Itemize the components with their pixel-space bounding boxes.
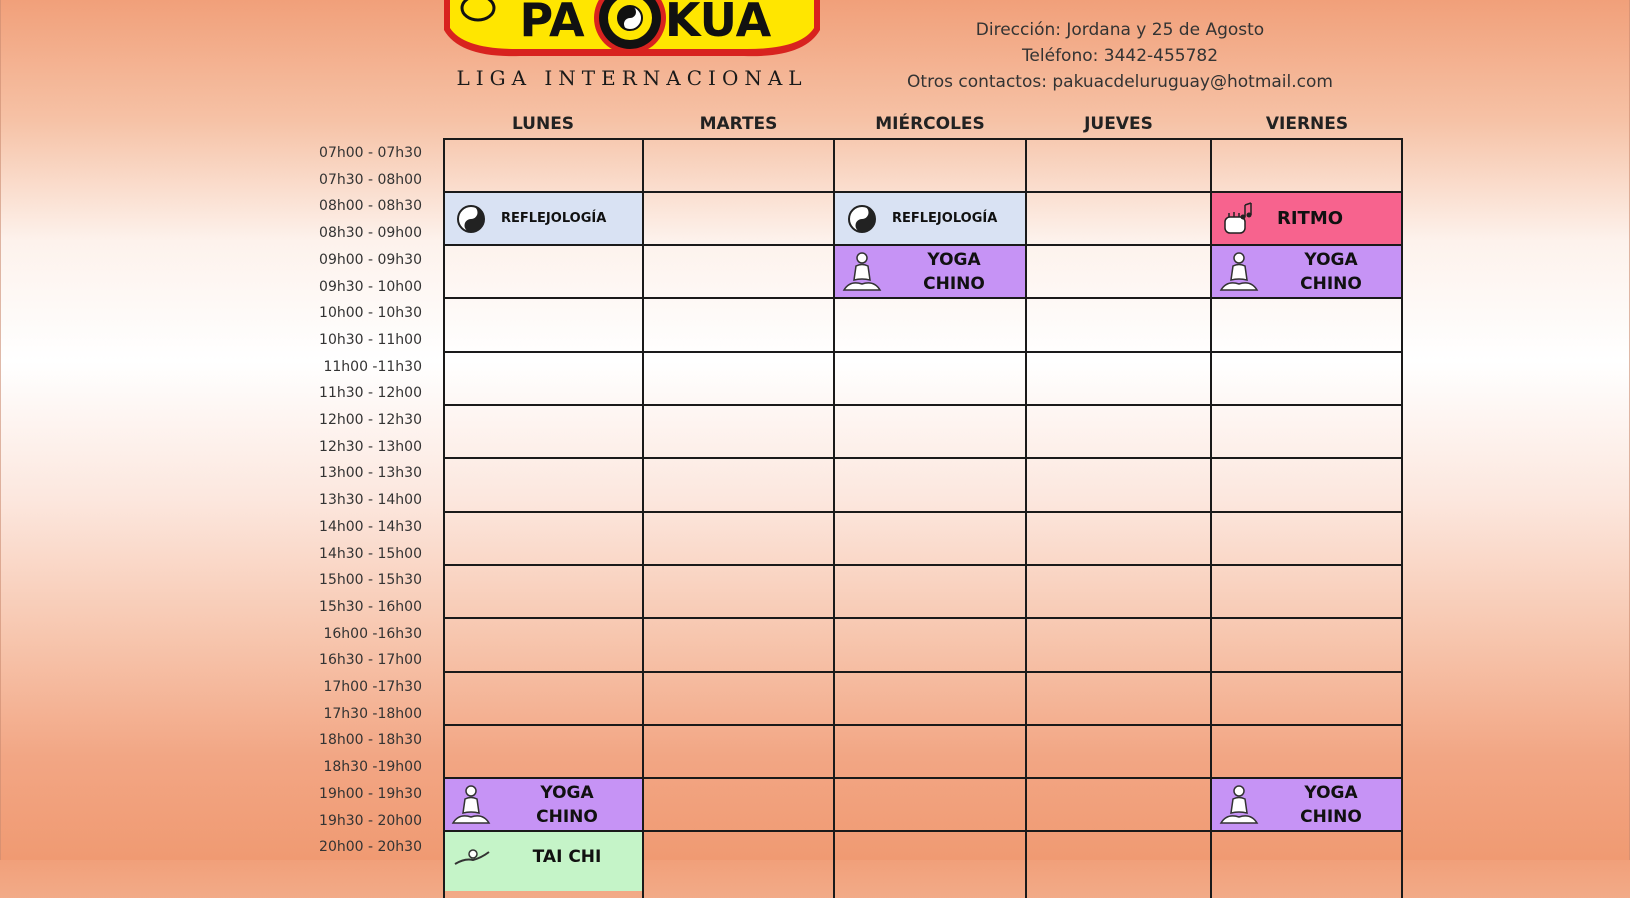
time-slot-label: 16h00 -16h30 (323, 625, 422, 642)
time-slot-label: 16h30 - 17h00 (319, 652, 422, 669)
class-label: YOGA CHINO (923, 249, 985, 294)
class-label: YOGA CHINO (1300, 249, 1362, 294)
class-label: TAI CHI (532, 847, 602, 867)
time-slot-label: 19h30 - 20h00 (319, 812, 422, 829)
grid-line (443, 564, 1403, 566)
class-reflejologia-lunes[interactable] (443, 192, 643, 245)
time-slot-label: 07h30 - 08h00 (319, 171, 422, 188)
logo-subtitle: LIGA INTERNACIONAL (456, 66, 808, 90)
time-slot-label: 09h30 - 10h00 (319, 278, 422, 295)
class-label: REFLEJOLOGÍA (892, 210, 998, 226)
class-yoga-chino-miercoles[interactable] (834, 245, 1026, 298)
grid-line (1210, 138, 1212, 898)
time-slot-label: 07h00 - 07h30 (319, 145, 422, 161)
time-slot-label: 15h00 - 15h30 (319, 572, 422, 589)
grid-line (642, 138, 644, 898)
day-header-miercoles: MIÉRCOLES (875, 114, 985, 134)
pakua-logo (440, 0, 824, 62)
schedule-grid (443, 138, 1403, 898)
time-slot-label: 10h00 - 10h30 (319, 305, 422, 322)
meditation-icon (1219, 783, 1259, 827)
time-slot-label: 09h00 - 09h30 (319, 251, 422, 268)
class-yoga-chino-lunes[interactable] (443, 778, 643, 831)
day-header-jueves: JUEVES (1084, 114, 1153, 134)
drum-fist-icon (1219, 197, 1259, 241)
grid-line (443, 297, 1403, 299)
day-header-viernes: VIERNES (1265, 114, 1349, 134)
time-slot-label: 11h30 - 12h00 (319, 385, 422, 402)
grid-line (1025, 138, 1027, 898)
logo-text-left: PA (519, 0, 585, 47)
time-slot-label: 12h30 - 13h00 (319, 438, 422, 455)
meditation-icon (1219, 250, 1259, 294)
grid-line (443, 457, 1403, 459)
time-slot-label: 17h00 -17h30 (323, 679, 422, 695)
time-slot-label: 15h30 - 16h00 (319, 598, 422, 615)
contact-phone: Teléfono: 3442-455782 (1021, 46, 1219, 66)
yin-yang-icon (451, 197, 491, 241)
time-slot-label: 14h30 - 15h00 (319, 545, 422, 562)
grid-line (443, 671, 1403, 673)
yin-yang-icon (842, 197, 882, 241)
day-header-lunes: LUNES (511, 114, 575, 134)
grid-line (1401, 138, 1403, 898)
time-slot-label: 11h00 -11h30 (323, 358, 422, 375)
class-label: RITMO (1277, 207, 1344, 229)
logo-text-right: KUA (664, 0, 772, 47)
class-reflejologia-miercoles[interactable] (834, 192, 1026, 245)
grid-line (443, 830, 1403, 832)
time-slot-label: 08h00 - 08h30 (319, 198, 422, 215)
grid-line (443, 138, 1403, 140)
class-yoga-chino-viernes-pm[interactable] (1211, 778, 1403, 831)
time-slot-label: 12h00 - 12h30 (319, 412, 422, 428)
time-slot-label: 20h00 - 20h30 (319, 839, 422, 856)
meditation-icon (842, 250, 882, 294)
class-label: REFLEJOLOGÍA (501, 210, 607, 226)
time-slot-label: 13h30 - 14h00 (319, 492, 422, 509)
time-slot-label: 18h30 -19h00 (323, 759, 422, 776)
grid-line (443, 404, 1403, 406)
contact-address: Dirección: Jordana y 25 de Agosto (975, 20, 1265, 40)
meditation-icon (451, 783, 491, 827)
contact-email[interactable]: Otros contactos: pakuacdeluruguay@hotmail.com (907, 72, 1333, 92)
class-yoga-chino-viernes[interactable] (1211, 245, 1403, 298)
class-taichi-lunes[interactable] (443, 831, 643, 891)
time-slot-label: 19h00 - 19h30 (319, 785, 422, 802)
grid-line (833, 138, 835, 898)
taichi-figure-icon (451, 831, 491, 881)
day-header-martes: MARTES (699, 114, 778, 134)
class-label: YOGA CHINO (536, 782, 598, 827)
grid-line (443, 777, 1403, 779)
class-label: YOGA CHINO (1300, 782, 1362, 827)
grid-line (443, 617, 1403, 619)
grid-line (443, 138, 445, 898)
time-slot-label: 14h00 - 14h30 (319, 518, 422, 535)
grid-line (443, 244, 1403, 246)
time-slot-label: 13h00 - 13h30 (319, 465, 422, 482)
grid-line (443, 724, 1403, 726)
time-slot-label: 10h30 - 11h00 (319, 331, 422, 348)
class-ritmo-viernes[interactable] (1211, 192, 1403, 245)
time-slot-label: 08h30 - 09h00 (319, 225, 422, 242)
time-slot-label: 17h30 -18h00 (323, 705, 422, 722)
grid-line (443, 191, 1403, 193)
grid-line (443, 351, 1403, 353)
time-slot-label: 18h00 - 18h30 (319, 732, 422, 749)
grid-line (443, 511, 1403, 513)
